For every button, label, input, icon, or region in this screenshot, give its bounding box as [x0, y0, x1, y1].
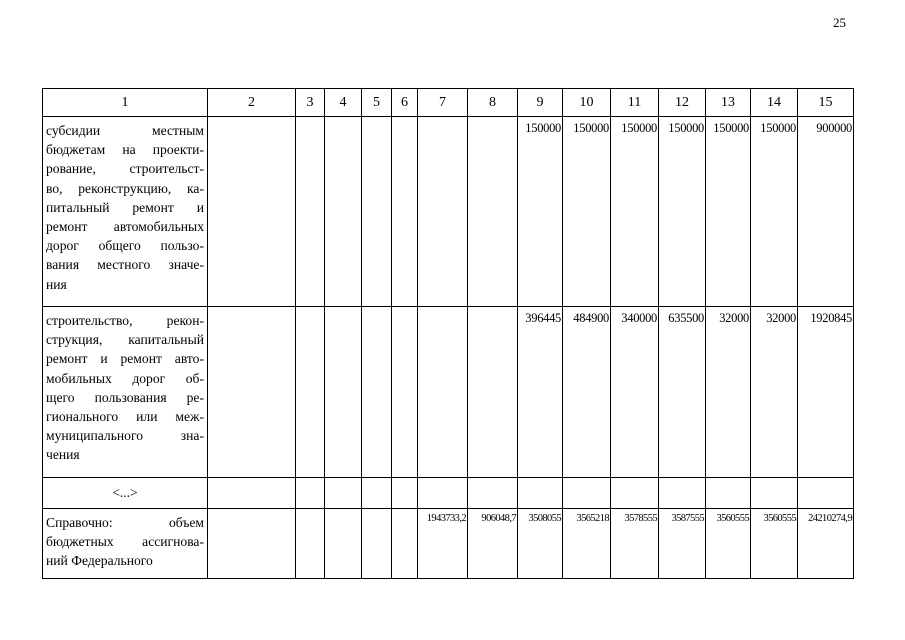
- page-number: 25: [833, 15, 846, 30]
- value-cell: [392, 509, 418, 579]
- header-cell: 2: [208, 89, 296, 117]
- desc-line: чения: [46, 447, 80, 463]
- header-cell: 7: [418, 89, 468, 117]
- desc-line: вания местного значе-: [46, 257, 204, 273]
- desc-line: мобильных дорог об-: [46, 370, 204, 386]
- desc-line: субсидии местным: [46, 123, 204, 138]
- value-cell: 635500: [659, 307, 706, 478]
- row-description: [43, 509, 208, 579]
- header-cell: 6: [392, 89, 418, 117]
- desc-line: Справочно: объем: [46, 515, 204, 530]
- value-cell: [418, 307, 468, 478]
- value-cell: [208, 307, 296, 478]
- value-cell: [468, 117, 518, 307]
- empty-cell: [659, 478, 706, 509]
- value-cell: 150000: [563, 117, 611, 307]
- value-cell: 906048,7: [468, 509, 518, 579]
- value-cell: [392, 307, 418, 478]
- value-cell: [418, 117, 468, 307]
- value-cell: [362, 307, 392, 478]
- value-cell: 340000: [611, 307, 659, 478]
- desc-line: строительство, рекон-: [46, 313, 204, 328]
- value-cell: 3560555: [751, 509, 798, 579]
- value-cell: [325, 117, 362, 307]
- value-cell: [392, 117, 418, 307]
- empty-cell: [362, 478, 392, 509]
- value-cell: 484900: [563, 307, 611, 478]
- header-cell: 1: [43, 89, 208, 117]
- desc-line: во, реконструкцию, ка-: [46, 180, 204, 196]
- empty-cell: [706, 478, 751, 509]
- header-cell: 3: [296, 89, 325, 117]
- table-row: [43, 117, 854, 307]
- desc-line: гионального или меж-: [46, 409, 204, 425]
- value-cell: 1943733,2: [418, 509, 468, 579]
- desc-line: щего пользования ре-: [46, 389, 204, 405]
- header-cell: 14: [751, 89, 798, 117]
- desc-line: рование, строительст-: [46, 161, 204, 177]
- value-cell: [296, 117, 325, 307]
- desc-line: бюджетам на проекти-: [46, 142, 204, 158]
- table-row: [43, 478, 854, 509]
- desc-line: ния: [46, 276, 67, 292]
- header-row: [43, 89, 854, 117]
- ellipsis-cell: <...>: [43, 478, 208, 509]
- desc-line: ремонт автомобильных: [46, 219, 204, 235]
- empty-cell: [468, 478, 518, 509]
- empty-cell: [563, 478, 611, 509]
- empty-cell: [751, 478, 798, 509]
- desc-line: струкция, капитальный: [46, 332, 204, 348]
- value-cell: [325, 509, 362, 579]
- desc-line: ний Федерального: [46, 553, 153, 569]
- empty-cell: [392, 478, 418, 509]
- empty-cell: [418, 478, 468, 509]
- desc-line: ремонт и ремонт авто-: [46, 351, 204, 367]
- row-description: [43, 307, 208, 478]
- value-cell: 3560555: [706, 509, 751, 579]
- value-cell: 32000: [706, 307, 751, 478]
- value-cell: [296, 509, 325, 579]
- empty-cell: [798, 478, 854, 509]
- desc-line: муниципального зна-: [46, 428, 204, 444]
- value-cell: 3587555: [659, 509, 706, 579]
- header-cell: 8: [468, 89, 518, 117]
- budget-table: [42, 88, 854, 579]
- value-cell: 32000: [751, 307, 798, 478]
- value-cell: 3565218: [563, 509, 611, 579]
- value-cell: 150000: [706, 117, 751, 307]
- value-cell: 150000: [518, 117, 563, 307]
- empty-cell: [518, 478, 563, 509]
- header-cell: 9: [518, 89, 563, 117]
- value-cell: [362, 117, 392, 307]
- value-cell: [468, 307, 518, 478]
- header-cell: 11: [611, 89, 659, 117]
- value-cell: [208, 509, 296, 579]
- empty-cell: [296, 478, 325, 509]
- value-cell: 24210274,9: [798, 509, 854, 579]
- value-cell: 150000: [611, 117, 659, 307]
- header-cell: 10: [563, 89, 611, 117]
- value-cell: 150000: [659, 117, 706, 307]
- table-row: [43, 307, 854, 478]
- table-row: [43, 509, 854, 579]
- value-cell: 900000: [798, 117, 854, 307]
- value-cell: 396445: [518, 307, 563, 478]
- value-cell: [208, 117, 296, 307]
- desc-line: бюджетных ассигнова-: [46, 534, 204, 550]
- value-cell: 3508055: [518, 509, 563, 579]
- value-cell: [325, 307, 362, 478]
- desc-line: питальный ремонт и: [46, 199, 204, 215]
- header-cell: 15: [798, 89, 854, 117]
- row-description: [43, 117, 208, 307]
- empty-cell: [325, 478, 362, 509]
- value-cell: [296, 307, 325, 478]
- header-cell: 5: [362, 89, 392, 117]
- value-cell: 1920845: [798, 307, 854, 478]
- empty-cell: [611, 478, 659, 509]
- header-cell: 4: [325, 89, 362, 117]
- header-cell: 12: [659, 89, 706, 117]
- empty-cell: [208, 478, 296, 509]
- value-cell: 150000: [751, 117, 798, 307]
- value-cell: 3578555: [611, 509, 659, 579]
- header-cell: 13: [706, 89, 751, 117]
- desc-line: дорог общего пользо-: [46, 238, 204, 254]
- value-cell: [362, 509, 392, 579]
